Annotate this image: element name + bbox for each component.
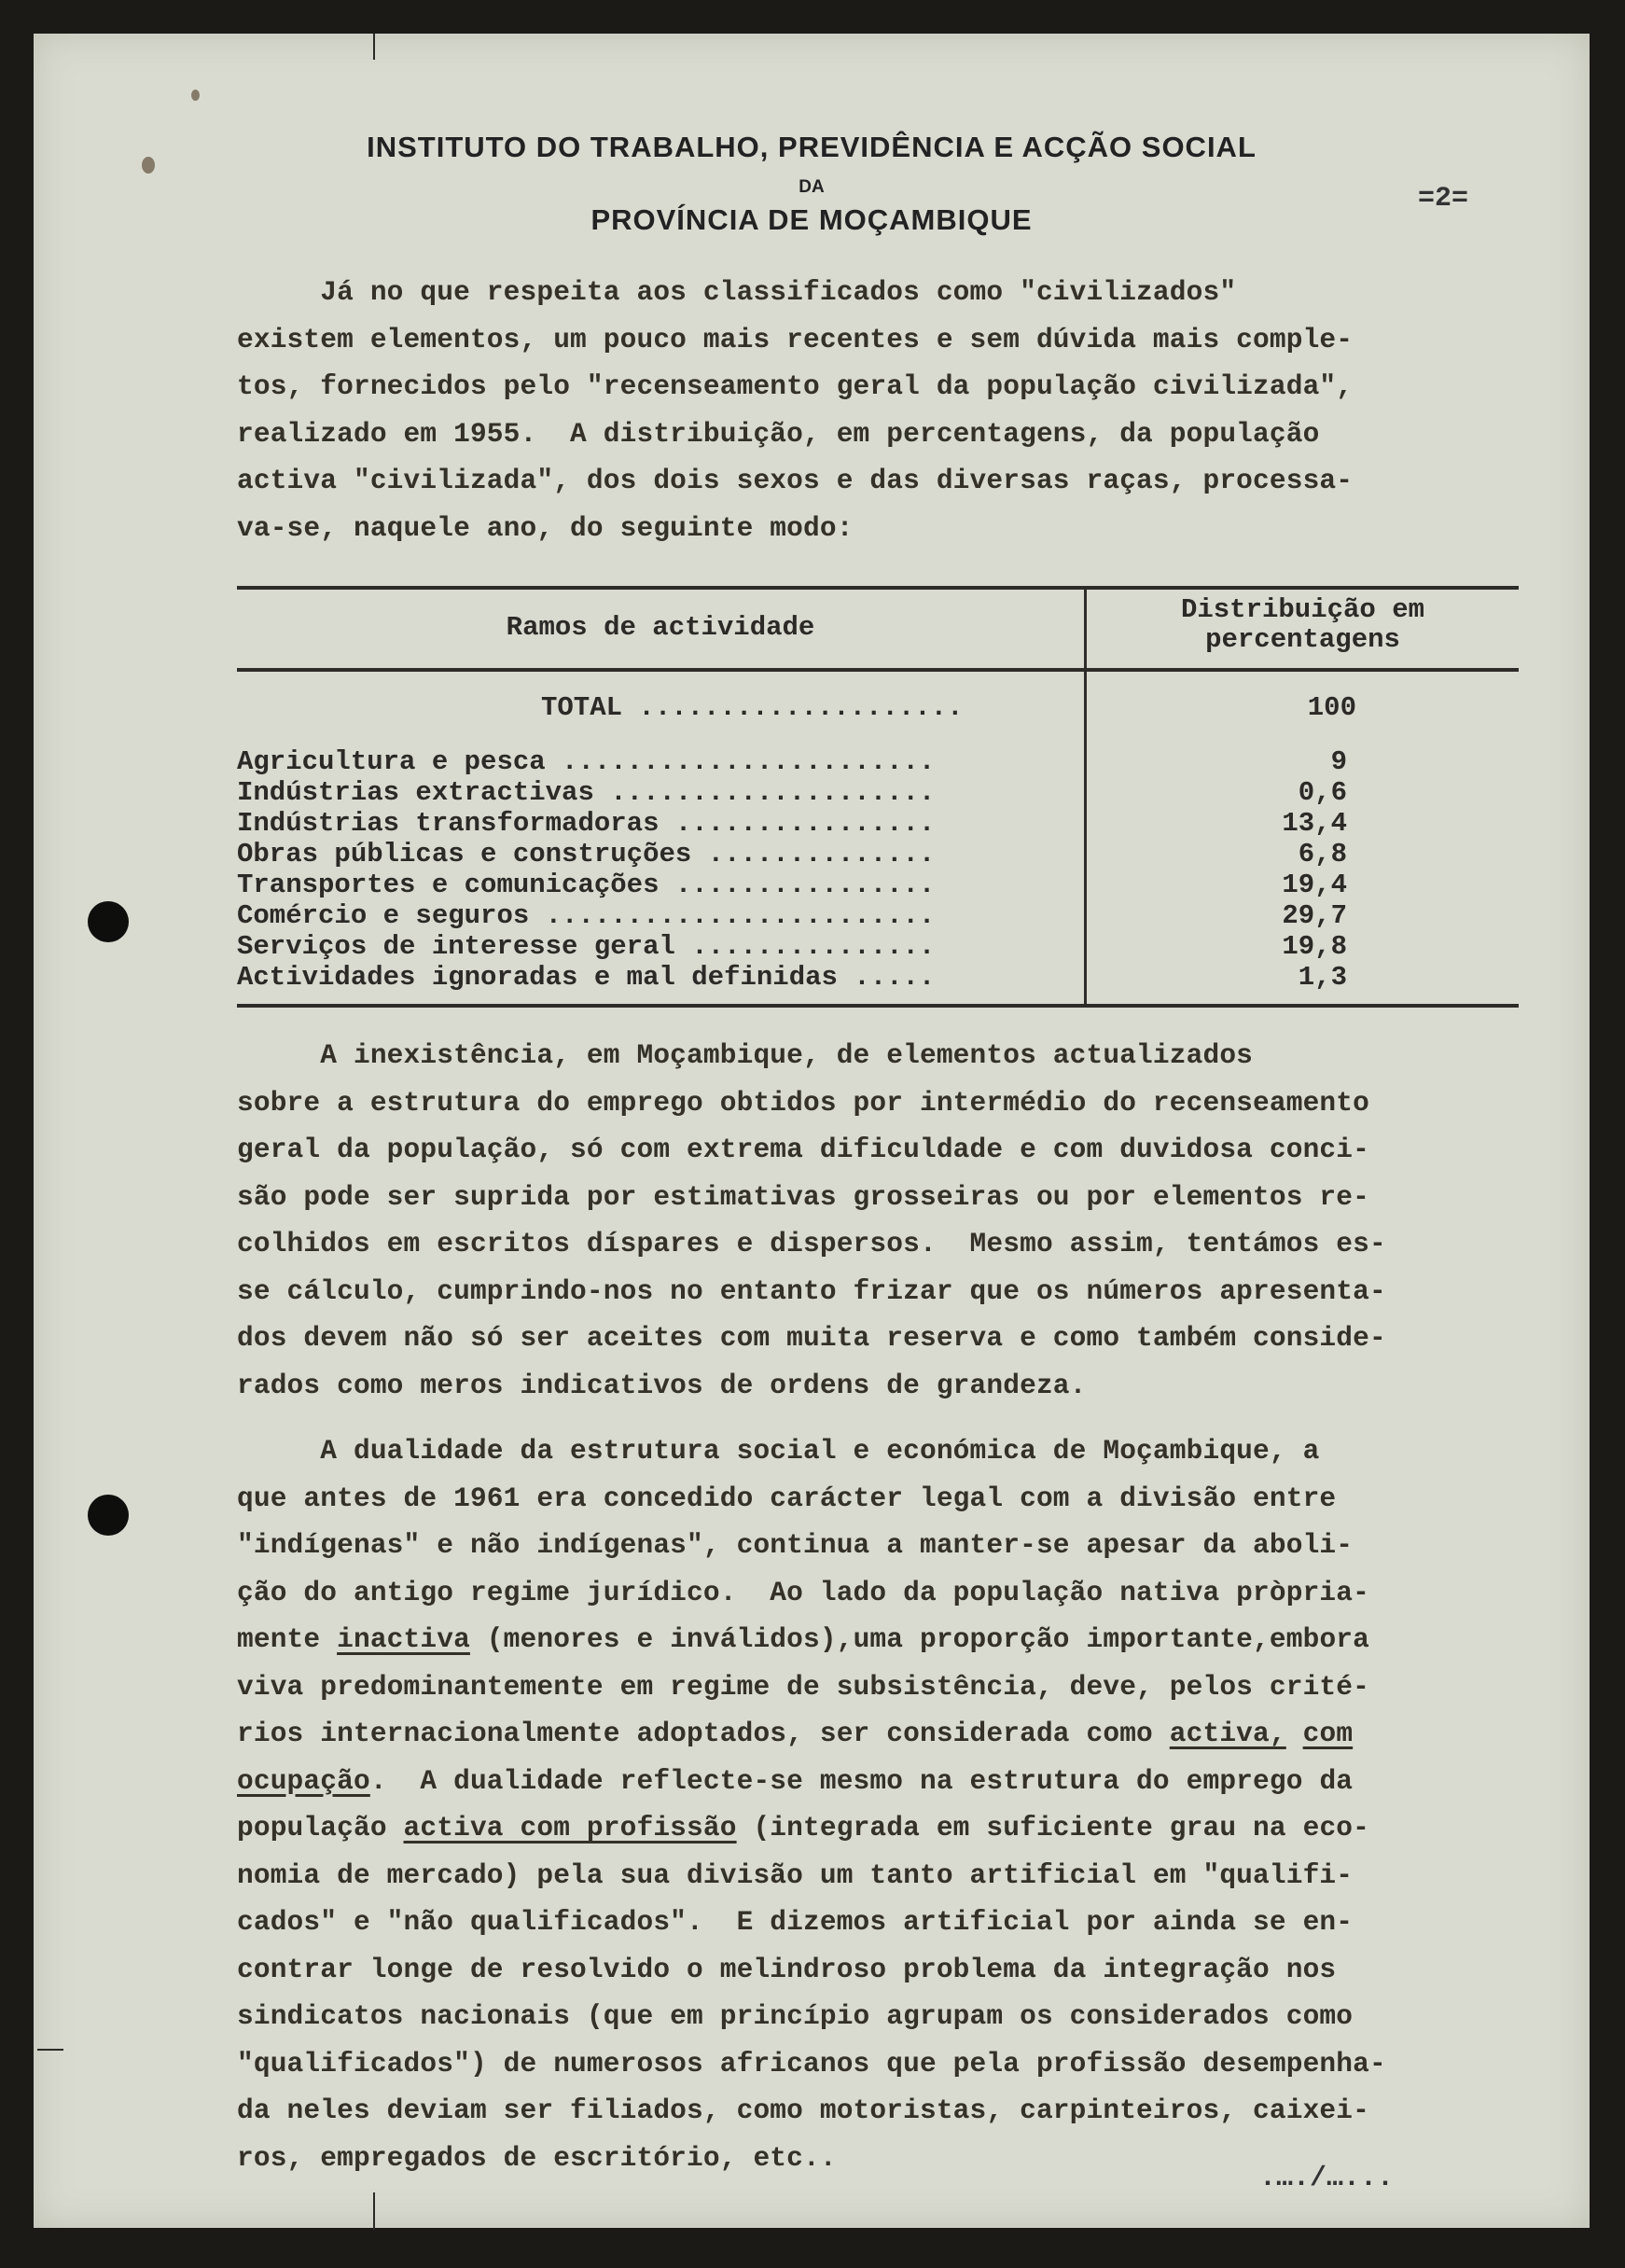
underlined-term: ocupação — [237, 1764, 370, 1797]
underlined-term: activa com profissão — [403, 1812, 737, 1844]
punch-hole — [88, 1495, 129, 1536]
margin-mark — [373, 34, 375, 60]
text-line: ção do antigo regime jurídico. Ao lado da população nativa pròpria- — [237, 1576, 1369, 1608]
page-number: =2= — [1418, 183, 1469, 215]
text-line: activa "civilizada", dos dois sexos e das diversas raças, processa- — [237, 465, 1354, 496]
text-line: A inexistência, em Moçambique, de elementos actualizados — [237, 1039, 1254, 1071]
table-row — [237, 900, 1519, 931]
letterhead-connector: DA — [799, 177, 825, 197]
institution-name: INSTITUTO DO TRABALHO, PREVIDÊNCIA E ACÇÃO SOCIAL — [367, 131, 1257, 163]
text-line — [237, 1804, 1552, 1852]
row-value: 13,4 — [1282, 808, 1347, 839]
row-label: Actividades ignoradas e mal definidas ..... — [237, 962, 936, 993]
text-line: nomia de mercado) pela sua divisão um tanto artificial em "qualifi- — [237, 1858, 1354, 1891]
row-value: 0,6 — [1298, 777, 1347, 808]
row-value: 1,3 — [1298, 962, 1347, 993]
text-line: da neles deviam ser filiados, como motoristas, carpinteiros, caixei- — [237, 2094, 1369, 2126]
paragraph-2 — [237, 1032, 1552, 1409]
underlined-term: activa, — [1169, 1718, 1286, 1749]
row-label: Indústrias extractivas .................... — [237, 777, 936, 808]
row-value: 6,8 — [1298, 839, 1347, 870]
row-label: Transportes e comunicações ................ — [237, 870, 936, 900]
table-row — [237, 870, 1519, 900]
paragraph-1 — [237, 269, 1552, 551]
text-line: A dualidade da estrutura social e económica de Moçambique, a — [237, 1435, 1320, 1467]
table-row-total — [237, 692, 1519, 723]
text-segment — [1286, 1718, 1303, 1749]
text-segment: (menores e inválidos),uma proporção importante,embora — [469, 1623, 1370, 1655]
text-segment: rios internacionalmente adoptados, ser considerada como — [237, 1718, 1170, 1749]
underlined-term: inactiva — [337, 1623, 470, 1655]
underlined-term: com — [1302, 1718, 1354, 1749]
text-line — [237, 1616, 1552, 1663]
table-row — [237, 931, 1519, 962]
column-header-percentages — [1087, 595, 1519, 668]
text-line: dos devem não só ser aceites com muita reserva e como também conside- — [237, 1322, 1386, 1354]
paragraph-3 — [237, 1427, 1552, 2181]
table-row — [237, 777, 1519, 808]
text-line: ros, empregados de escritório, etc.. — [237, 2141, 837, 2174]
text-segment: . A dualidade reflecte-se mesmo na estrutura do emprego da — [369, 1764, 1354, 1797]
margin-mark — [373, 2192, 375, 2230]
text-line: que antes de 1961 era concedido carácter legal com a divisão entre — [237, 1482, 1337, 1514]
margin-mark — [37, 2049, 63, 2051]
letterhead — [299, 131, 1325, 237]
text-line: se cálculo, cumprindo-nos no entanto frizar que os números apresenta- — [237, 1274, 1386, 1307]
text-line: colhidos em escritos díspares e dispersos. Mesmo assim, tentámos es- — [237, 1228, 1386, 1259]
text-line: "qualificados") de numerosos africanos que pela profissão desempenha- — [237, 2047, 1386, 2080]
column-header-activity: Ramos de actividade — [506, 611, 815, 643]
text-line: "indígenas" e não indígenas", continua a manter-se apesar da aboli- — [237, 1529, 1354, 1561]
table-rule — [237, 1004, 1519, 1008]
ink-stain — [191, 90, 200, 101]
text-line: tos, fornecidos pelo "recenseamento geral da população civilizada", — [237, 370, 1354, 402]
text-line: são pode ser suprida por estimativas grosseiras ou por elementos re- — [237, 1180, 1369, 1213]
row-label: Agricultura e pesca ....................... — [237, 746, 936, 777]
text-line — [237, 1710, 1552, 1758]
text-line: Já no que respeita aos classificados como "civilizados" — [237, 276, 1237, 308]
row-label: TOTAL .................... — [541, 692, 964, 723]
text-segment: mente — [237, 1623, 338, 1655]
table-row — [237, 962, 1519, 993]
row-value: 29,7 — [1282, 900, 1347, 931]
province-name: PROVÍNCIA DE MOÇAMBIQUE — [590, 203, 1033, 236]
text-line: sindicatos nacionais (que em princípio agrupam os considerados como — [237, 2000, 1354, 2032]
continuation-mark: .…./…... — [1259, 2163, 1395, 2194]
ink-stain — [142, 157, 155, 174]
text-line: existem elementos, um pouco mais recentes e sem dúvida mais comple- — [237, 323, 1354, 355]
row-value: 9 — [1330, 746, 1347, 777]
text-line: va-se, naquele ano, do seguinte modo: — [237, 511, 854, 544]
row-label: Comércio e seguros ........................ — [237, 900, 936, 931]
table-row — [237, 839, 1519, 870]
text-line — [237, 1758, 1552, 1805]
column-header-line: Distribuição em — [1180, 594, 1425, 625]
column-header-line: percentagens — [1205, 624, 1400, 655]
punch-hole — [88, 901, 129, 942]
row-label: Obras públicas e construções .............. — [237, 839, 936, 870]
table-row — [237, 746, 1519, 777]
table-rule — [237, 668, 1519, 672]
text-line: contrar longe de resolvido o melindroso problema da integração nos — [237, 1953, 1337, 1985]
text-line: realizado em 1955. A distribuição, em percentagens, da população — [237, 417, 1320, 450]
text-segment: (integrada em suficiente grau na eco- — [736, 1812, 1370, 1844]
text-line: viva predominantemente em regime de subsistência, deve, pelos crité- — [237, 1670, 1369, 1703]
row-label: Indústrias transformadoras ................ — [237, 808, 936, 839]
row-value: 19,8 — [1282, 931, 1347, 962]
text-line: cados" e "não qualificados". E dizemos artificial por ainda se en- — [237, 1906, 1354, 1938]
text-line: geral da população, só com extrema dificuldade e com duvidosa conci- — [237, 1134, 1369, 1165]
activity-distribution-table — [237, 586, 1519, 1008]
text-line: sobre a estrutura do emprego obtidos por intermédio do recenseamento — [237, 1086, 1369, 1119]
text-segment: população — [237, 1812, 404, 1844]
text-line: rados como meros indicativos de ordens de grandeza. — [237, 1369, 1087, 1401]
table-row — [237, 808, 1519, 839]
row-label: Serviços de interesse geral ............... — [237, 931, 936, 962]
row-value: 100 — [1307, 692, 1356, 723]
row-value: 19,4 — [1282, 870, 1347, 900]
